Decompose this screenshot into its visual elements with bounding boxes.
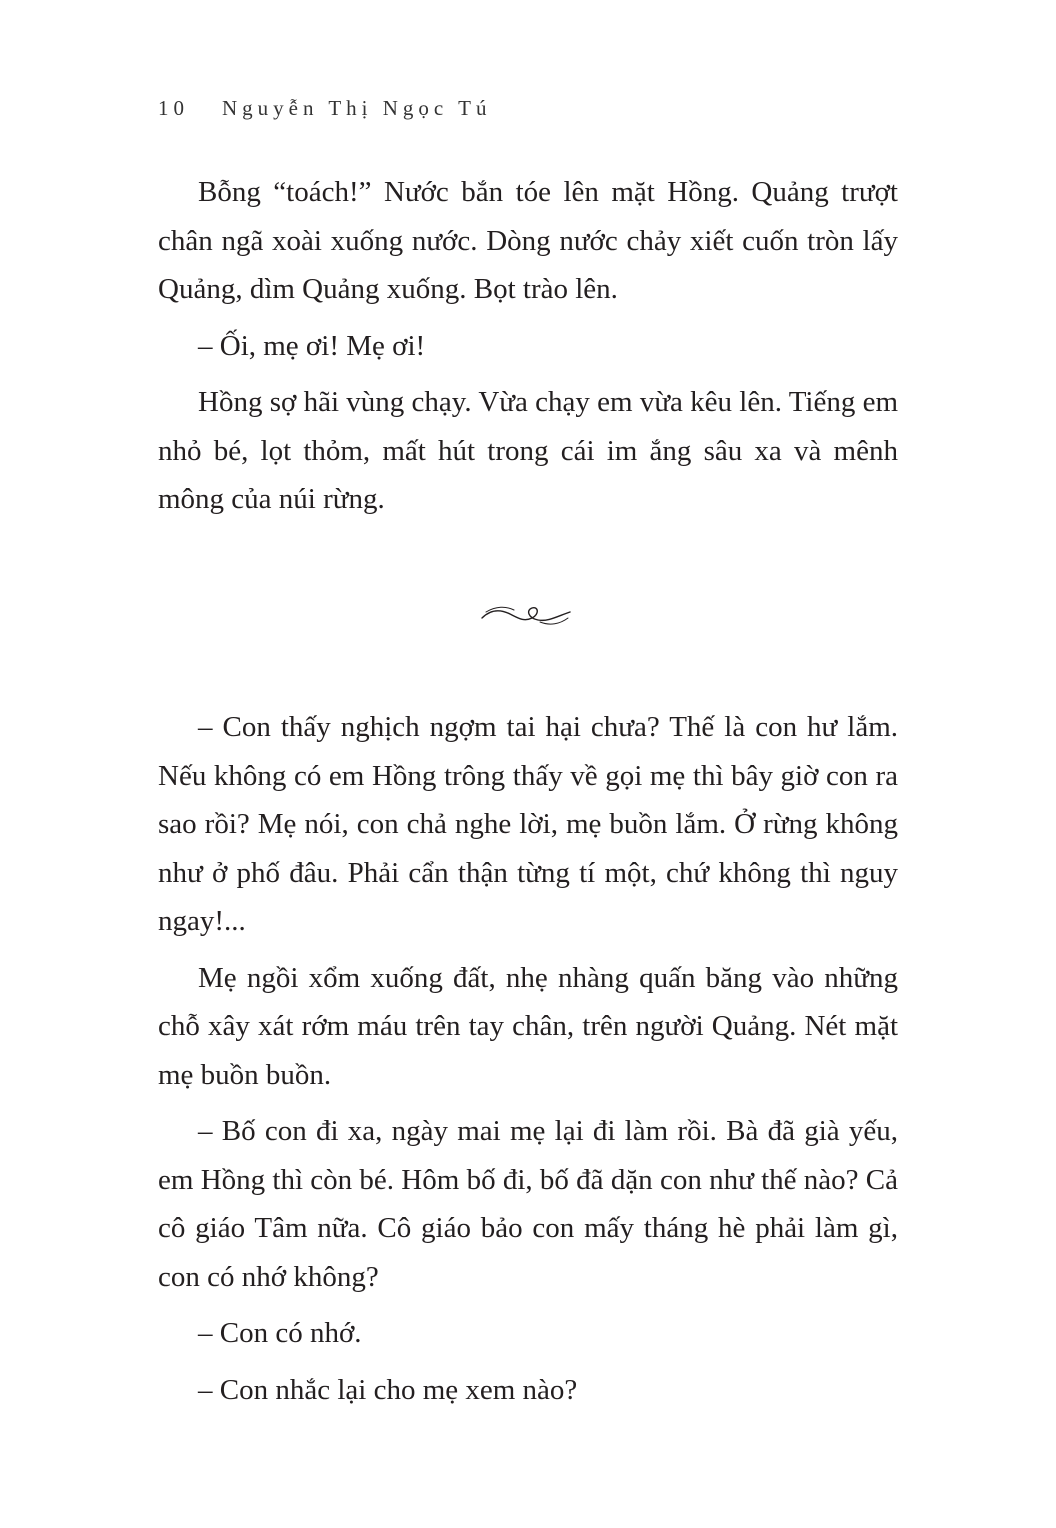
paragraph: – Con có nhớ.: [198, 1317, 362, 1349]
paragraph: Bỗng “toách!” Nước bắn tóe lên mặt Hồng. Quảng trượt chân ngã xoài xuống nước. Dòng nước chảy xiết cuốn tròn lấy Quảng, dìm Quảng xuống. Bọt trào lên.: [158, 176, 898, 305]
paragraph: Hồng sợ hãi vùng chạy. Vừa chạy em vừa kêu lên. Tiếng em nhỏ bé, lọt thỏm, mất hút trong cái im ắng sâu xa và mênh mông của núi rừng.: [158, 386, 898, 515]
paragraph: Mẹ ngồi xổm xuống đất, nhẹ nhàng quấn băng vào những chỗ xây xát rớm máu trên tay chân, trên người Quảng. Nét mặt mẹ buồn buồn.: [158, 961, 898, 1091]
paragraph: – Bố con đi xa, ngày mai mẹ lại đi làm rồi. Bà đã già yếu, em Hồng thì còn bé. Hôm bố đi, bố đã dặn con như thế nào? Cả cô giáo Tâm nữa. Cô giáo bảo con mấy tháng hè phải làm gì, con có nhớ không?: [158, 1115, 898, 1293]
paragraph: – Ối, mẹ ơi! Mẹ ơi!: [198, 329, 426, 362]
running-header: [158, 96, 491, 121]
paragraph: – Con nhắc lại cho mẹ xem nào?: [198, 1373, 578, 1406]
author-name: Nguyễn Thị Ngọc Tú: [222, 96, 492, 120]
text-section-2: [158, 703, 898, 1414]
page-number: 10: [158, 96, 189, 120]
text-section-1: [158, 168, 898, 524]
paragraph: – Con thấy nghịch ngợm tai hại chưa? Thế là con hư lắm. Nếu không có em Hồng trông thấy về gọi mẹ thì bây giờ con ra sao rồi? Mẹ nói, con chả nghe lời, mẹ buồn lắm. Ở rừng không như ở phố đâu. Phải cẩn thận từng tí một, chứ không thì nguy ngay!...: [158, 711, 898, 937]
section-divider-flourish-icon: [478, 600, 574, 628]
